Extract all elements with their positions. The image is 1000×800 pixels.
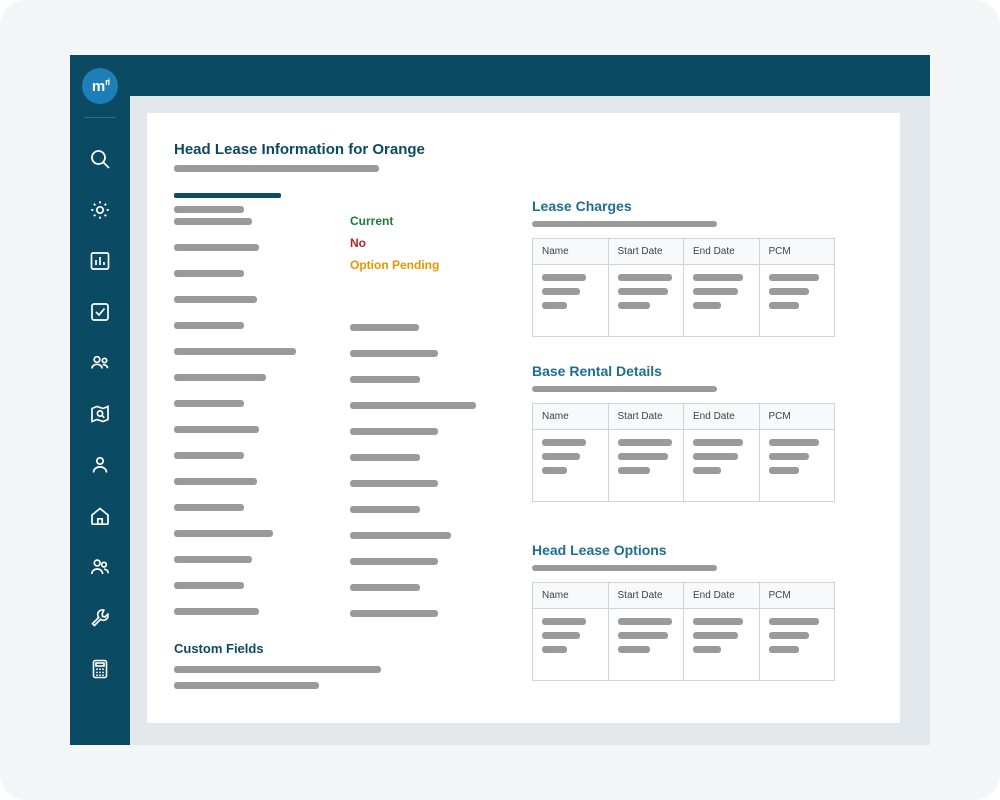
field-placeholder — [174, 322, 244, 329]
table-cell — [533, 430, 609, 502]
table-cell — [684, 430, 760, 502]
cell-value-placeholder — [693, 632, 738, 639]
column-header[interactable]: End Date — [684, 583, 760, 609]
panel-subtitle-placeholder — [532, 565, 717, 571]
cell-value-placeholder — [618, 274, 672, 281]
panel-3 — [532, 542, 835, 681]
cell-value-placeholder — [542, 453, 580, 460]
field-placeholder — [350, 454, 420, 461]
sidebar-item-teams[interactable] — [70, 541, 130, 592]
custom-fields-title: Custom Fields — [174, 641, 264, 656]
cell-value-placeholder — [769, 618, 819, 625]
cell-value-placeholder — [542, 439, 586, 446]
panel-subtitle-placeholder — [532, 386, 717, 392]
data-table — [532, 582, 835, 681]
section-heading-placeholder — [174, 193, 281, 198]
app-window — [70, 55, 930, 745]
field-placeholder — [174, 452, 244, 459]
field-placeholder — [350, 402, 476, 409]
field-placeholder — [174, 206, 244, 213]
sidebar-divider — [84, 117, 116, 118]
table-row[interactable] — [533, 265, 835, 337]
page-subtitle-placeholder — [174, 165, 379, 172]
field-placeholder — [350, 480, 438, 487]
page-title: Head Lease Information for Orange — [174, 141, 425, 158]
field-placeholder — [174, 504, 244, 511]
field-placeholder — [174, 270, 244, 277]
field-placeholder — [174, 556, 252, 563]
field-placeholder — [350, 558, 438, 565]
cell-value-placeholder — [769, 632, 809, 639]
sidebar-item-reports[interactable] — [70, 235, 130, 286]
app-logo[interactable] — [82, 68, 118, 104]
column-header[interactable]: Name — [533, 239, 609, 265]
wrench-icon — [88, 606, 112, 630]
field-placeholder — [350, 428, 438, 435]
field-placeholder — [174, 478, 257, 485]
cell-value-placeholder — [693, 302, 721, 309]
table-cell — [759, 430, 835, 502]
table-cell — [759, 609, 835, 681]
table-cell — [608, 609, 684, 681]
cell-value-placeholder — [542, 632, 580, 639]
column-header[interactable]: Name — [533, 404, 609, 430]
sidebar — [70, 55, 130, 745]
custom-field-placeholder-1 — [174, 666, 381, 673]
cell-value-placeholder — [542, 288, 580, 295]
cell-value-placeholder — [693, 467, 721, 474]
person-icon — [88, 453, 112, 477]
table-cell — [533, 265, 609, 337]
field-placeholder — [350, 324, 419, 331]
data-table — [532, 403, 835, 502]
column-header[interactable]: End Date — [684, 404, 760, 430]
field-placeholder — [174, 530, 273, 537]
cell-value-placeholder — [769, 646, 799, 653]
cell-value-placeholder — [542, 646, 567, 653]
column-header[interactable]: PCM — [759, 404, 835, 430]
users-group-icon — [88, 351, 112, 375]
field-placeholder — [174, 296, 257, 303]
sidebar-item-properties-map[interactable] — [70, 388, 130, 439]
panel-title: Head Lease Options — [532, 542, 667, 558]
table-cell — [684, 609, 760, 681]
table-cell — [684, 265, 760, 337]
cell-value-placeholder — [542, 274, 586, 281]
content-card — [147, 113, 900, 723]
cell-value-placeholder — [542, 618, 586, 625]
field-placeholder — [174, 348, 296, 355]
table-header-row — [533, 239, 835, 265]
checklist-icon — [88, 300, 112, 324]
table-cell — [608, 265, 684, 337]
top-navigation-bar — [130, 55, 930, 96]
table-header-row — [533, 583, 835, 609]
status-badge: No — [350, 236, 366, 250]
calculator-icon — [88, 657, 112, 681]
sidebar-item-tasks[interactable] — [70, 286, 130, 337]
panel-title: Base Rental Details — [532, 363, 662, 379]
field-placeholder — [350, 610, 438, 617]
panel-subtitle-placeholder — [532, 221, 717, 227]
cell-value-placeholder — [693, 618, 743, 625]
cell-value-placeholder — [618, 632, 668, 639]
cell-value-placeholder — [769, 467, 799, 474]
field-placeholder — [174, 608, 259, 615]
cell-value-placeholder — [693, 439, 743, 446]
table-cell — [533, 609, 609, 681]
cell-value-placeholder — [618, 453, 668, 460]
panel-1 — [532, 198, 835, 337]
cell-value-placeholder — [618, 302, 650, 309]
status-badge: Option Pending — [350, 258, 440, 272]
column-header[interactable]: Name — [533, 583, 609, 609]
field-placeholder — [174, 400, 244, 407]
cell-value-placeholder — [769, 288, 809, 295]
field-placeholder — [350, 506, 420, 513]
column-header[interactable]: Start Date — [608, 404, 684, 430]
field-placeholder — [350, 376, 420, 383]
table-cell — [759, 265, 835, 337]
cell-value-placeholder — [618, 467, 650, 474]
cell-value-placeholder — [618, 288, 668, 295]
gear-icon — [88, 198, 112, 222]
map-search-icon — [88, 402, 112, 426]
cell-value-placeholder — [769, 302, 799, 309]
cell-value-placeholder — [618, 646, 650, 653]
sidebar-item-settings[interactable] — [70, 184, 130, 235]
data-table — [532, 238, 835, 337]
custom-field-placeholder-2 — [174, 682, 319, 689]
cell-value-placeholder — [769, 453, 809, 460]
cell-value-placeholder — [542, 302, 567, 309]
status-badge: Current — [350, 214, 394, 228]
cell-value-placeholder — [693, 453, 738, 460]
cell-value-placeholder — [618, 618, 672, 625]
sidebar-item-accounting[interactable] — [70, 643, 130, 694]
table-header-row — [533, 404, 835, 430]
cell-value-placeholder — [618, 439, 672, 446]
column-header[interactable]: PCM — [759, 239, 835, 265]
search-icon — [88, 147, 112, 171]
home-icon — [88, 504, 112, 528]
sidebar-item-tenants[interactable] — [70, 439, 130, 490]
cell-value-placeholder — [693, 288, 738, 295]
table-row[interactable] — [533, 609, 835, 681]
sidebar-item-maintenance[interactable] — [70, 592, 130, 643]
field-placeholder — [174, 218, 252, 225]
field-placeholder — [174, 374, 266, 381]
cell-value-placeholder — [769, 439, 819, 446]
chart-bar-icon — [88, 249, 112, 273]
cell-value-placeholder — [693, 274, 743, 281]
cell-value-placeholder — [769, 274, 819, 281]
panel-2 — [532, 363, 835, 502]
field-placeholder — [174, 244, 259, 251]
field-placeholder — [350, 350, 438, 357]
table-cell — [608, 430, 684, 502]
app-logo-text: m — [91, 77, 105, 95]
column-header[interactable]: End Date — [684, 239, 760, 265]
people-icon — [88, 555, 112, 579]
column-header[interactable]: Start Date — [608, 583, 684, 609]
cell-value-placeholder — [693, 646, 721, 653]
field-placeholder — [174, 582, 244, 589]
field-placeholder — [350, 532, 451, 539]
column-header[interactable]: Start Date — [608, 239, 684, 265]
table-row[interactable] — [533, 430, 835, 502]
cell-value-placeholder — [542, 467, 567, 474]
sidebar-item-contacts[interactable] — [70, 337, 130, 388]
field-placeholder — [174, 426, 259, 433]
sidebar-item-search[interactable] — [70, 133, 130, 184]
app-logo-subtext: ri — [105, 77, 110, 87]
field-placeholder — [350, 584, 420, 591]
sidebar-nav — [70, 133, 130, 694]
column-header[interactable]: PCM — [759, 583, 835, 609]
sidebar-item-portfolio[interactable] — [70, 490, 130, 541]
panel-title: Lease Charges — [532, 198, 632, 214]
